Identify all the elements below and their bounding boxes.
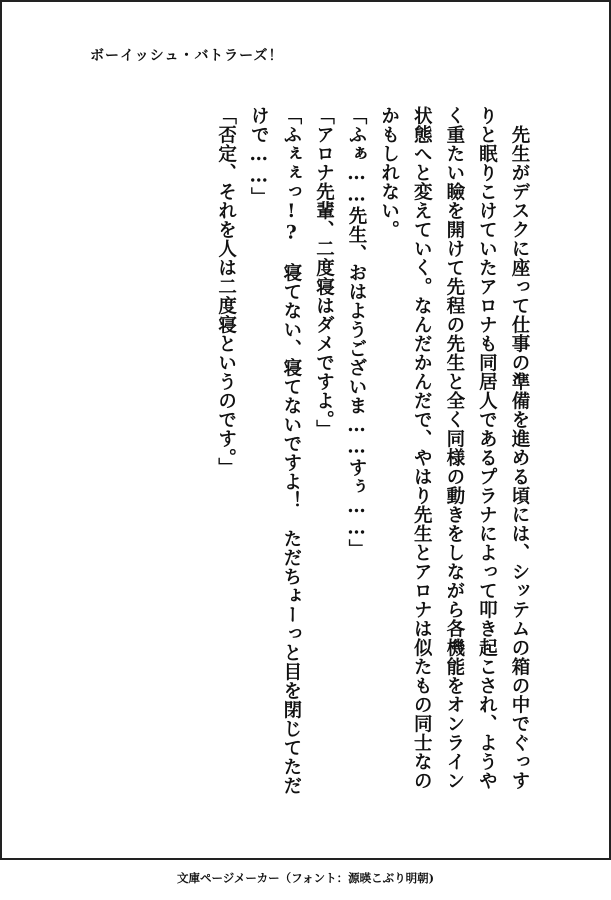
footer-credit: 文庫ページメーカー（フォント：源暎こぶり明朝) — [176, 871, 435, 885]
text-line-4: 状態へと変えていく。なんだかんだで、やはり先生とアロナは似たもの同士なの — [411, 106, 433, 790]
text-line-5: かもしれない。 — [378, 106, 400, 239]
text-line-1: 先生がデスクに座って仕事の準備を進める頃には、シッテムの箱の中でぐっす — [509, 106, 530, 790]
text-line-9: 「ふぇぇっ!? 寝てない、寝てないですよ！ ただちょーっと目を閉じてただ — [280, 106, 302, 795]
text-line-3: く重たい瞼を開けて先程の先生と全く同様の動きをしながら各機能をオンライン — [443, 106, 465, 790]
header-title: ボーイッシュ・バトラーズ！ — [90, 48, 284, 64]
text-line-2: りと眠りこけていたアロナも同居人であるプラナによって叩き起こされ、ようや — [476, 106, 498, 790]
body-text — [209, 106, 535, 806]
text-line-11: 「否定、それを人は二度寝というのです。」 — [215, 106, 237, 477]
text-line-8: 「アロナ先輩、二度寝はダメですよ。」 — [313, 106, 335, 439]
text-line-10: けで……」 — [248, 106, 270, 206]
text-line-7: 「ふぁ……先生、おはようございま……すぅ……」 — [346, 106, 368, 558]
